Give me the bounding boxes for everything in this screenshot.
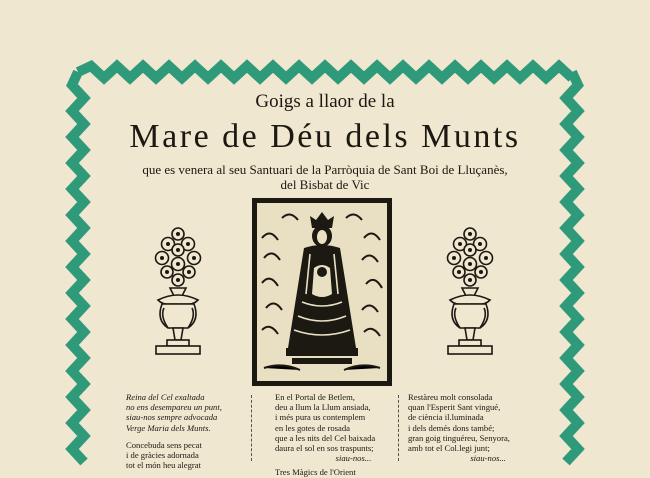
flower-vase-left-icon	[150, 220, 206, 362]
verse-line: Restàreu molt consolada	[408, 392, 493, 402]
verse-line: deu a llum la Llum ansiada,	[275, 402, 371, 413]
verse-line: gran goig tinguéreu, Senyora,	[408, 432, 510, 443]
verse-column-middle	[275, 392, 375, 478]
verse-line: En el Portal de Betlem,	[275, 392, 355, 402]
verse-line: amb tot el Col.legi junt;	[408, 443, 490, 454]
virgin-woodcut-image	[252, 198, 392, 386]
verse-line: siau-nos sempre advocada	[126, 412, 218, 423]
verse-column-right	[408, 392, 510, 463]
verse-line: i més pura us contemplem	[275, 412, 366, 423]
verse-line: de ciència il.luminada	[408, 412, 484, 423]
main-title: Mare de Déu dels Munts	[129, 118, 521, 155]
column-divider	[398, 395, 399, 461]
verse-column-left	[126, 392, 222, 470]
flower-vase-right-icon	[442, 220, 498, 362]
verse-line: i dels demés dons també;	[408, 422, 495, 433]
subtitle-line2: del Bisbat de Vic	[280, 177, 370, 192]
verse-line: quan l'Esperit Sant vingué,	[408, 402, 501, 413]
refrain-marker: siau-nos...	[470, 453, 506, 464]
verse-line: Reina del Cel exaltada	[126, 392, 205, 402]
verse-line: Tres Màgics de l'Orient	[275, 467, 356, 478]
title-line1: Goigs a llaor de la	[255, 91, 395, 112]
verse-line: en les gotes de rosada	[275, 422, 350, 433]
verse-line: daura el sol en sos traspunts;	[275, 443, 374, 454]
verse-line: Concebuda sens pecat	[126, 439, 202, 450]
refrain-marker: siau-nos...	[335, 453, 372, 464]
subtitle-line1: que es venera al seu Santuari de la Parròquia de Sant Boi de Lluçanès,	[142, 162, 508, 177]
column-divider	[251, 395, 252, 461]
verse-line: no ens desempareu un punt,	[126, 402, 222, 413]
verse-line: i de gràcies adornada	[126, 450, 199, 461]
verse-line: tot el món heu alegrat	[126, 460, 201, 471]
verse-line: Verge Maria dels Munts.	[126, 422, 211, 433]
verse-line: que a les nits del Cel baixada	[275, 432, 376, 443]
